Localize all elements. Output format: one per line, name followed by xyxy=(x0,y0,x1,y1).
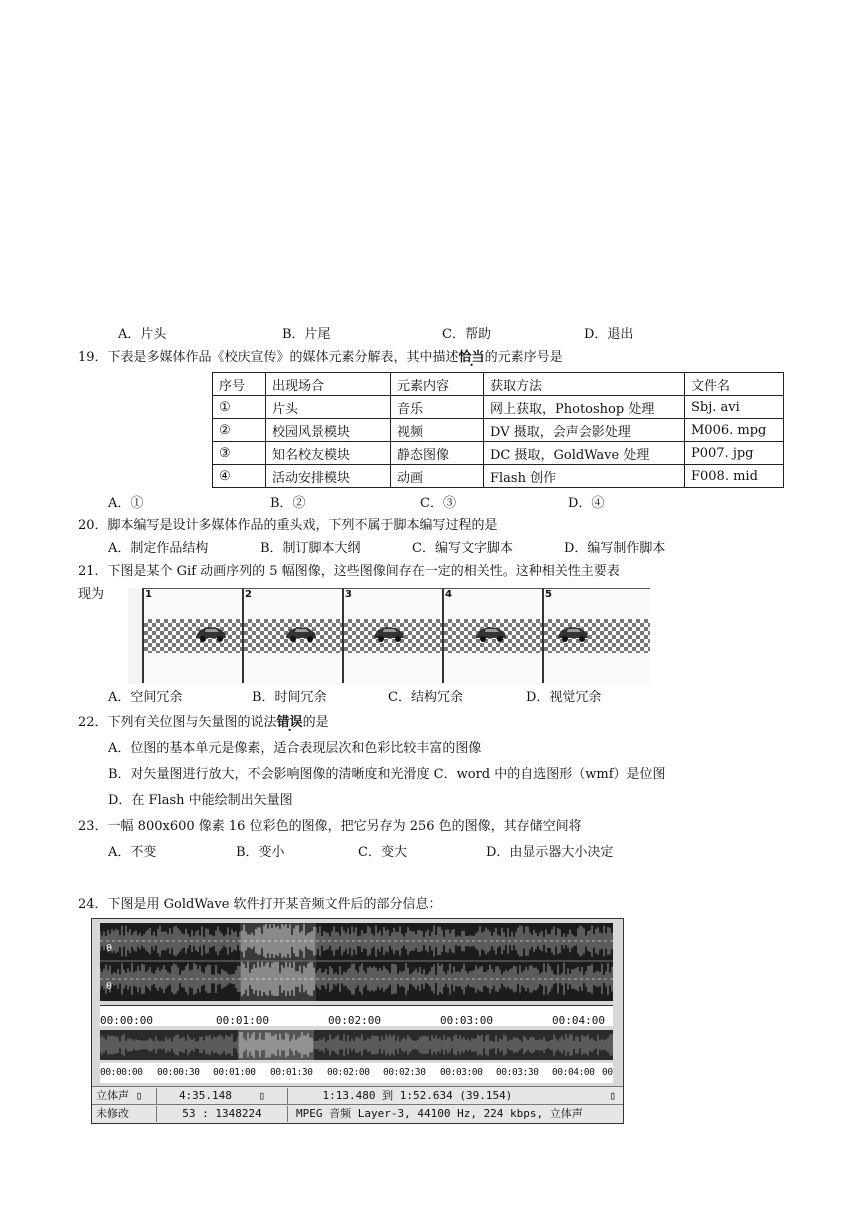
goldwave-panel xyxy=(91,918,624,1124)
selection-range xyxy=(292,1088,622,1104)
table-cell: 网上获取，Photoshop 处理 xyxy=(484,396,685,419)
ruler-label: 00:03:00 xyxy=(440,1067,483,1078)
table-header: 序号 xyxy=(213,373,266,396)
ruler-label: 00:00:30 xyxy=(157,1067,200,1078)
q21-option-a: A．空间冗余 xyxy=(108,690,183,705)
q20-option-d: D．编写制作脚本 xyxy=(564,541,666,556)
file-length-text: 4:35.148 xyxy=(178,1089,232,1102)
ruler-label: 00:02:00 xyxy=(327,1067,370,1078)
frame-number: 1 xyxy=(145,589,152,600)
q20-option-b: B．制订脚本大纲 xyxy=(260,541,361,556)
table-cell: DV 摄取，会声会影处理 xyxy=(484,419,685,442)
status-bar-1 xyxy=(92,1086,623,1105)
audio-format: MPEG 音频 Layer-3, 44100 Hz, 224 kbps, 立体声 xyxy=(296,1107,583,1120)
table-cell: DC 摄取，GoldWave 处理 xyxy=(484,442,685,465)
table-cell: Flash 创作 xyxy=(484,465,685,488)
table-header: 元素内容 xyxy=(391,373,484,396)
q22-stem-emphasis: 错误 xyxy=(276,715,303,730)
waveform-graph xyxy=(100,923,613,1001)
scroll-box-icon: ▯ xyxy=(258,1089,266,1102)
table-header: 出现场合 xyxy=(266,373,391,396)
q22-stem-post: 的是 xyxy=(302,715,329,730)
overview-ruler xyxy=(100,1063,613,1083)
table-cell: Sbj. avi xyxy=(685,396,784,419)
q22-option-b-c: B．对矢量图进行放大，不会影响图像的清晰度和光滑度 C．word 中的自选图形（wmf）是位图 xyxy=(108,767,666,782)
scroll-box-icon: ▯ xyxy=(135,1089,143,1102)
ruler-label: 00:04:00 xyxy=(552,1014,605,1027)
gif-frame xyxy=(442,588,544,683)
table-cell: 知名校友模块 xyxy=(266,442,391,465)
modified-state: 未修改 xyxy=(92,1106,157,1122)
ruler-label: 00:02:30 xyxy=(383,1067,426,1078)
selection-range-text: 1:13.480 到 1:52.634 (39.154) xyxy=(322,1089,513,1102)
ruler-label: 00:04:00 xyxy=(552,1067,595,1078)
ruler-label: 00:01:00 xyxy=(216,1014,269,1027)
frame-number: 2 xyxy=(245,589,252,600)
table-cell: ③ xyxy=(213,442,266,465)
q24-stem: 24．下图是用 GoldWave 软件打开某音频文件后的部分信息： xyxy=(78,897,442,912)
table-cell: 片头 xyxy=(266,396,391,419)
q19-stem xyxy=(78,349,563,367)
q19-option-c: C．③ xyxy=(420,496,456,511)
q23-option-d: D．由显示器大小决定 xyxy=(486,845,614,860)
q20-stem: 20．脚本编写是设计多媒体作品的重头戏，下列不属于脚本编写过程的是 xyxy=(78,518,498,533)
cursor-position: 53 : 1348224 xyxy=(157,1106,288,1122)
q18-option-b: B．片尾 xyxy=(282,327,331,342)
zero-label-bottom: 0 xyxy=(106,981,113,992)
q18-option-c: C．帮助 xyxy=(442,327,491,342)
gif-frame-strip xyxy=(128,588,650,684)
table-cell: 静态图像 xyxy=(391,442,484,465)
table-row xyxy=(213,396,784,419)
q19-option-a: A．① xyxy=(108,496,144,511)
status-bar-2 xyxy=(92,1104,623,1123)
table-header: 获取方法 xyxy=(484,373,685,396)
q21-option-b: B．时间冗余 xyxy=(252,690,327,705)
gif-frame xyxy=(342,588,444,683)
table-row xyxy=(213,442,784,465)
channel-mode xyxy=(92,1088,157,1104)
q19-option-d: D．④ xyxy=(568,496,605,511)
q20-option-a: A．制定作品结构 xyxy=(108,541,209,556)
q23-option-c: C．变大 xyxy=(358,845,407,860)
q19-option-b: B．② xyxy=(270,496,306,511)
car-icon xyxy=(474,623,508,643)
car-icon xyxy=(556,623,590,643)
overview-graph xyxy=(100,1030,613,1060)
frame-number: 4 xyxy=(445,589,452,600)
ruler-label: 00 xyxy=(602,1067,613,1078)
q19-stem-post: 的元素序号是 xyxy=(484,350,563,365)
q22-option-a: A．位图的基本单元是像素，适合表现层次和色彩比较丰富的图像 xyxy=(108,741,482,756)
table-cell: 活动安排模块 xyxy=(266,465,391,488)
car-icon xyxy=(194,623,228,643)
table-cell: 音乐 xyxy=(391,396,484,419)
q18-option-d: D．退出 xyxy=(584,327,634,342)
table-cell: 动画 xyxy=(391,465,484,488)
q23-stem: 23．一幅 800x600 像素 16 位彩色的图像，把它另存为 256 色的图像，其存储空间将 xyxy=(78,819,582,834)
ruler-label: 00:01:00 xyxy=(213,1067,256,1078)
media-element-table xyxy=(212,372,784,488)
q21-option-d: D．视觉冗余 xyxy=(526,690,602,705)
channel-mode-text: 立体声 xyxy=(96,1089,129,1102)
scroll-box-icon: ▯ xyxy=(609,1089,616,1102)
frame-number: 5 xyxy=(545,589,552,600)
car-icon xyxy=(372,623,406,643)
table-row xyxy=(213,465,784,488)
table-cell: ① xyxy=(213,396,266,419)
table-header: 文件名 xyxy=(685,373,784,396)
gif-frame xyxy=(242,588,344,683)
table-cell: 校园风景模块 xyxy=(266,419,391,442)
table-row xyxy=(213,419,784,442)
overview-waveform[interactable] xyxy=(100,1030,613,1060)
gif-frame xyxy=(142,588,244,683)
car-icon xyxy=(284,623,318,643)
q19-stem-emphasis: 恰当 xyxy=(458,350,485,365)
q21-stem-line1: 21．下图是某个 Gif 动画序列的 5 幅图像，这些图像间存在一定的相关性。这种相关性主要表 xyxy=(78,564,620,579)
ruler-label: 00:03:00 xyxy=(440,1014,493,1027)
frame-number: 3 xyxy=(345,589,352,600)
zero-label-top: 0 xyxy=(106,943,113,954)
q23-option-b: B．变小 xyxy=(236,845,285,860)
ruler-label: 00:02:00 xyxy=(328,1014,381,1027)
ruler-label: 00:00:00 xyxy=(100,1067,143,1078)
q19-stem-pre: 19．下表是多媒体作品《校庆宣传》的媒体元素分解表，其中描述 xyxy=(78,350,459,365)
q22-stem xyxy=(78,714,329,732)
table-header-row xyxy=(213,373,784,396)
q20-option-c: C．编写文字脚本 xyxy=(412,541,513,556)
gif-frame xyxy=(542,588,650,683)
q18-option-a: A．片头 xyxy=(118,327,167,342)
table-cell: P007. jpg xyxy=(685,442,784,465)
file-length xyxy=(157,1088,288,1104)
ruler-label: 00:01:30 xyxy=(270,1067,313,1078)
q21-option-c: C．结构冗余 xyxy=(388,690,463,705)
table-cell: ④ xyxy=(213,465,266,488)
time-ruler xyxy=(100,1005,613,1026)
q22-stem-pre: 22．下列有关位图与矢量图的说法 xyxy=(78,715,277,730)
q21-stem-line2: 现为 xyxy=(78,587,105,602)
q22-option-d: D．在 Flash 中能绘制出矢量图 xyxy=(108,793,293,808)
q23-option-a: A．不变 xyxy=(108,845,157,860)
table-cell: 视频 xyxy=(391,419,484,442)
table-cell: F008. mid xyxy=(685,465,784,488)
table-cell: ② xyxy=(213,419,266,442)
table-cell: M006. mpg xyxy=(685,419,784,442)
ruler-label: 00:03:30 xyxy=(496,1067,539,1078)
waveform-display[interactable] xyxy=(100,923,613,1001)
ruler-label: 00:00:00 xyxy=(100,1014,153,1027)
